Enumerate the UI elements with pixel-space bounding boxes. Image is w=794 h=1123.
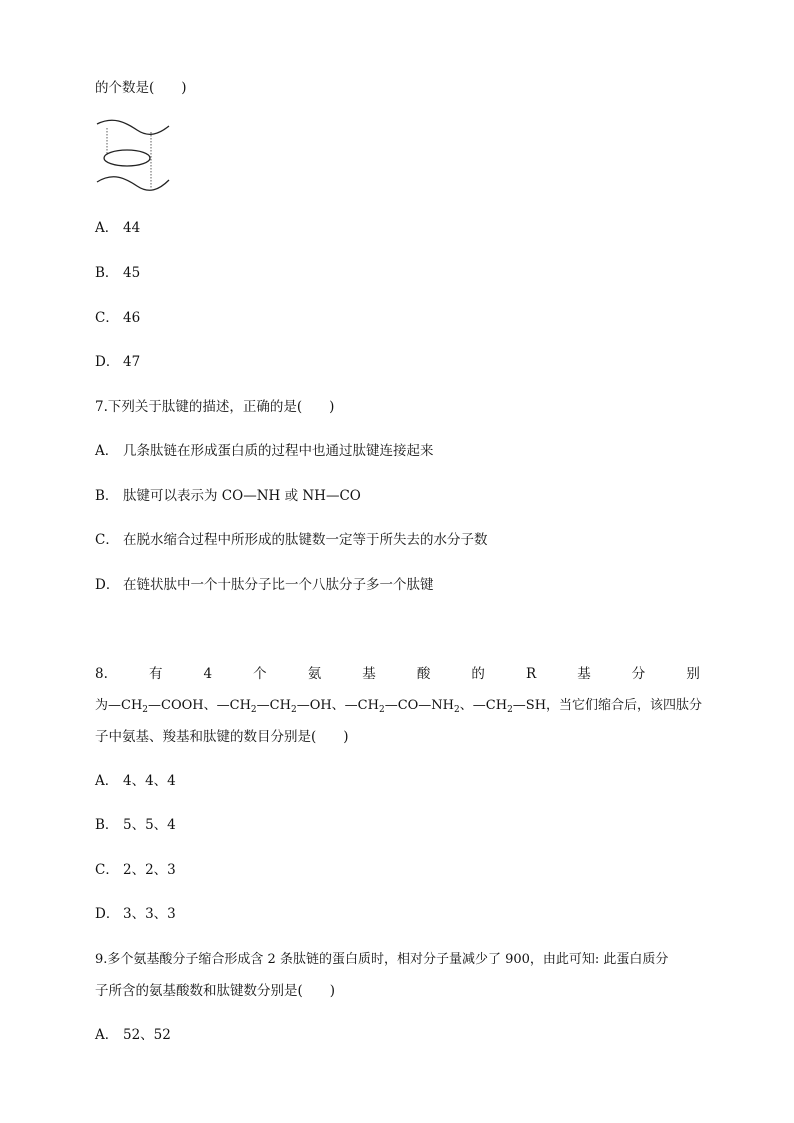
option-letter: A． (95, 443, 119, 459)
q8-word: 个 (253, 666, 267, 682)
option-letter: C． (95, 862, 119, 878)
q8-word: 的 (471, 666, 485, 682)
option-text: 几条肽链在形成蛋白质的过程中也通过肽键连接起来 (123, 443, 434, 459)
subscript: 2 (507, 705, 513, 715)
q8-option-c[interactable] (95, 860, 176, 880)
formula-part: 、—CH (459, 698, 508, 713)
q9-stem-line2: 子所含的氨基酸数和肽键数分别是( ) (95, 983, 336, 999)
q8-word: 有 (148, 666, 163, 682)
option-letter: B． (95, 817, 119, 833)
option-text: 4、4、4 (123, 773, 176, 789)
formula-part: —OH、—CH (296, 698, 379, 713)
subscript: 2 (454, 705, 460, 715)
q8-word: 分 (631, 666, 646, 682)
formula-part: 为—CH (95, 698, 143, 713)
q8-word: 8. (95, 666, 108, 682)
option-text: 46 (123, 310, 141, 326)
subscript: 2 (142, 705, 149, 715)
q7-stem: 7.下列关于肽键的描述，正确的是( ) (95, 399, 335, 415)
option-letter: A． (95, 1027, 119, 1043)
formula-part: —CO—NH (384, 698, 455, 713)
option-letter: D． (95, 577, 120, 593)
q7-option-a[interactable] (95, 441, 434, 461)
q8-word: 酸 (416, 666, 431, 682)
q8-word: R (525, 666, 537, 682)
option-text: 3、3、3 (123, 906, 176, 922)
option-letter: A． (95, 773, 119, 789)
option-text: 肽键可以表示为 CO—NH 或 NH—CO (123, 488, 361, 504)
option-text: 45 (123, 265, 141, 281)
q7-option-d[interactable] (95, 575, 434, 595)
q8-word: 别 (686, 666, 700, 682)
q8-word: 基 (577, 666, 591, 682)
q7-option-c[interactable] (95, 530, 488, 550)
q8-stem-line2 (95, 696, 702, 720)
subscript: 2 (250, 705, 257, 715)
option-letter: D． (95, 906, 120, 922)
q8-option-a[interactable] (95, 771, 176, 791)
q6-option-b[interactable] (95, 263, 140, 283)
subscript: 2 (290, 705, 297, 715)
subscript: 2 (378, 705, 385, 715)
option-text: 5、5、4 (123, 817, 176, 833)
option-text: 在脱水缩合过程中所形成的肽键数一定等于所失去的水分子数 (123, 532, 488, 548)
q8-word: 4 (203, 666, 213, 682)
q8-word: 氨 (307, 666, 322, 682)
q8-stem-line3: 子中氨基、羧基和肽键的数目分别是( ) (95, 729, 349, 745)
q8-option-b[interactable] (95, 815, 176, 835)
q6-option-a[interactable] (95, 218, 140, 238)
formula-part: —CH (256, 698, 291, 713)
option-letter: B． (95, 488, 119, 504)
q6-stem-tail: 的个数是( ) (95, 80, 187, 96)
protein-structure-figure (95, 118, 175, 194)
option-text: 47 (123, 354, 141, 370)
q6-option-d[interactable] (95, 352, 140, 372)
option-text: 52、52 (123, 1027, 171, 1043)
q7-option-b[interactable] (95, 486, 361, 506)
formula-part: —COOH、—CH (148, 698, 251, 713)
q6-option-c[interactable] (95, 308, 140, 328)
q8-word: 基 (362, 666, 376, 682)
option-text: 在链状肽中一个十肽分子比一个八肽分子多一个肽键 (123, 577, 434, 593)
q9-option-a[interactable] (95, 1025, 171, 1045)
formula-part: —SH，当它们缩合后，该四肽分 (512, 698, 703, 713)
q8-option-d[interactable] (95, 904, 176, 924)
option-letter: D． (95, 354, 120, 370)
option-letter: C． (95, 532, 119, 548)
option-text: 2、2、3 (123, 862, 176, 878)
option-letter: A． (95, 220, 119, 236)
q8-stem-line1 (95, 664, 700, 684)
q9-stem-line1: 9.多个氨基酸分子缩合形成含 2 条肽链的蛋白质时，相对分子量减少了 900，由此可知: 此蛋白质分 (95, 952, 669, 967)
option-text: 44 (123, 220, 141, 236)
option-letter: B． (95, 265, 119, 281)
option-letter: C． (95, 310, 119, 326)
